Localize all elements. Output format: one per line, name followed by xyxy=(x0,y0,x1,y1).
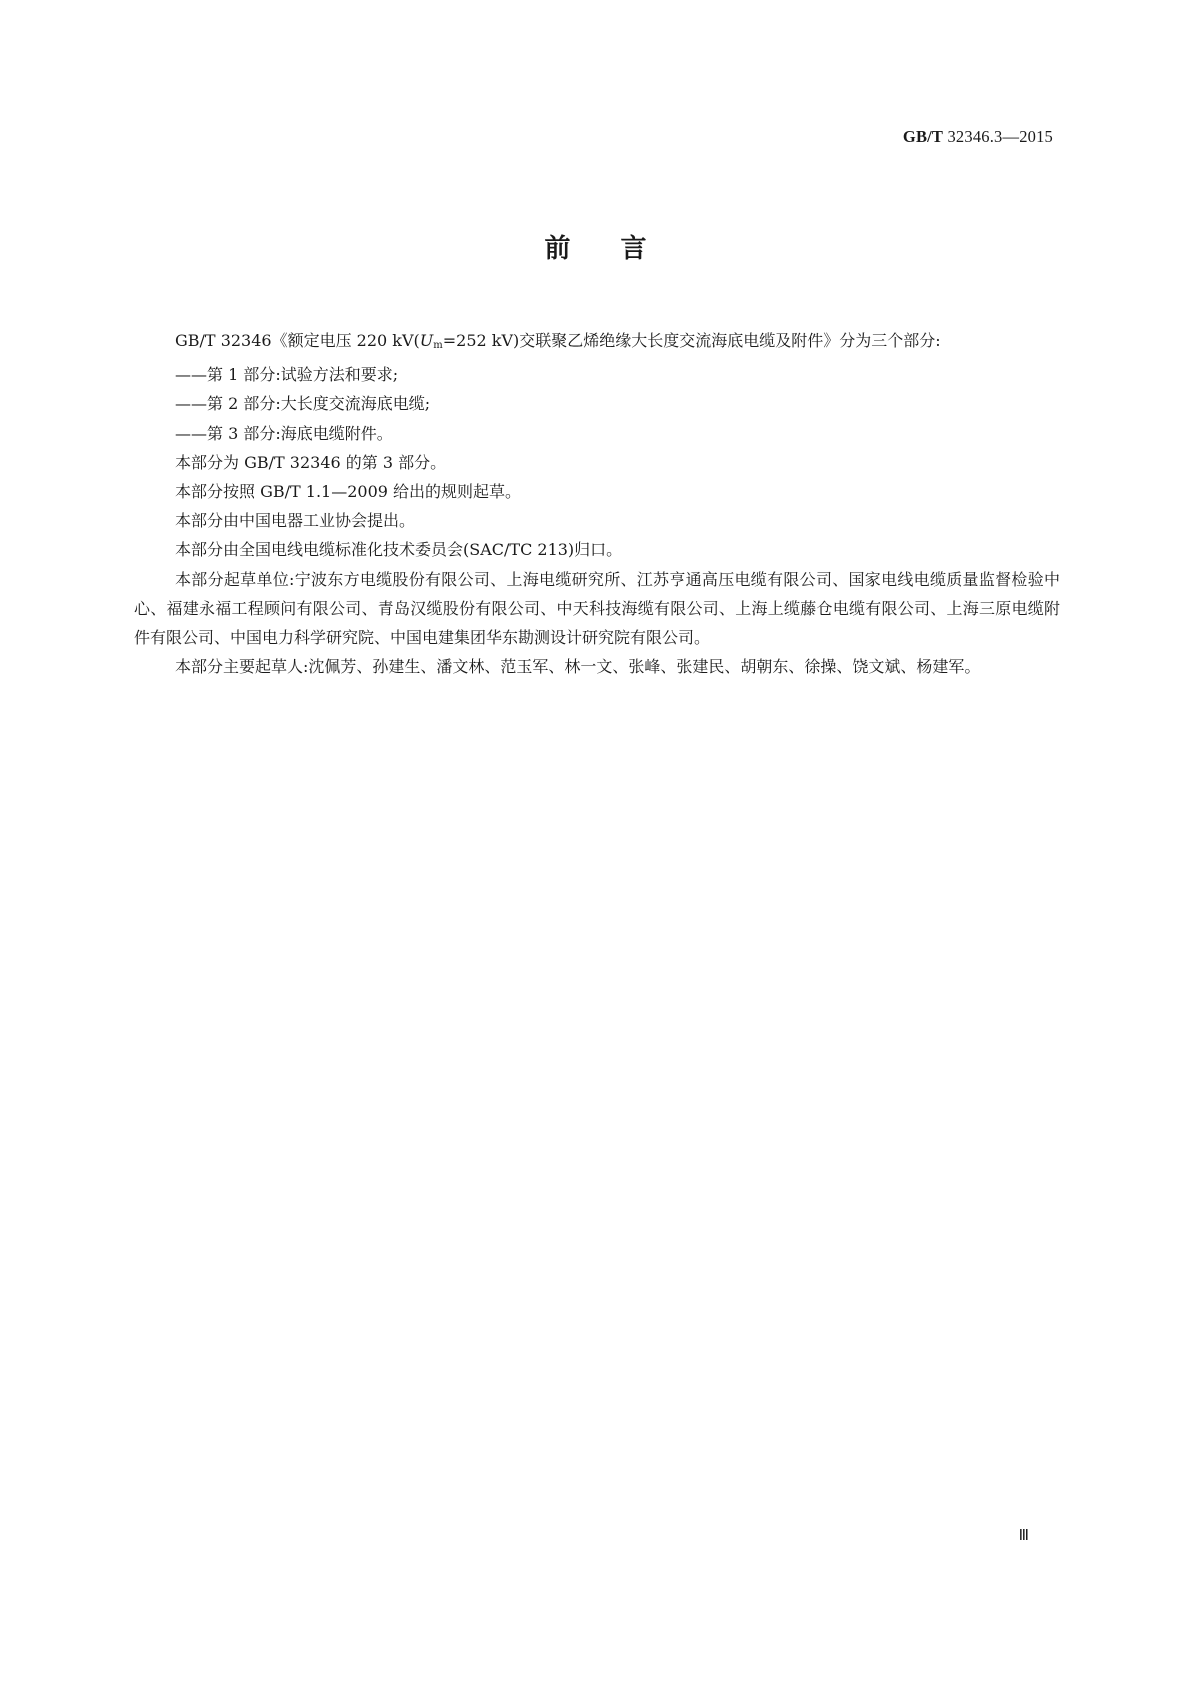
committee-paragraph: 本部分由全国电线电缆标准化技术委员会(SAC/TC 213)归口。 xyxy=(175,540,623,560)
intro-text-a: GB/T 32346《额定电压 220 kV( xyxy=(175,331,420,350)
standard-number xyxy=(903,127,1053,147)
foreword-body xyxy=(134,326,1060,681)
scope-paragraph: 本部分为 GB/T 32346 的第 3 部分。 xyxy=(175,452,447,472)
voltage-symbol: U xyxy=(419,331,434,350)
proposer-paragraph: 本部分由中国电器工业协会提出。 xyxy=(175,511,416,531)
standard-code: 32346.3—2015 xyxy=(947,127,1053,146)
voltage-subscript: m xyxy=(433,340,443,351)
drafters-paragraph: 本部分主要起草人:沈佩芳、孙建生、潘文林、范玉军、林一文、张峰、张建民、胡朝东、徐操、饶文斌、杨建军。 xyxy=(175,657,981,677)
intro-paragraph xyxy=(134,326,1060,360)
drafting-units-paragraph: 本部分起草单位:宁波东方电缆股份有限公司、上海电缆研究所、江苏亨通高压电缆有限公司、国家电线电缆质量监督检验中心、福建永福工程顾问有限公司、青岛汉缆股份有限公司、中天科技海缆有限公司、上海上缆藤仓电缆有限公司、上海三原电缆附件有限公司、中国电力科学研究院、中国电建集团华东勘测设计研究院有限公司。 xyxy=(134,569,1060,648)
standard-prefix: GB/T xyxy=(902,127,944,146)
part-2-item: ——第 2 部分:大长度交流海底电缆; xyxy=(175,394,431,414)
page-number: Ⅲ xyxy=(1018,1528,1029,1544)
page-title: 前言 xyxy=(544,234,697,264)
intro-text-b: =252 kV)交联聚乙烯绝缘大长度交流海底电缆及附件》分为三个部分: xyxy=(442,331,941,350)
drafting-rules-paragraph: 本部分按照 GB/T 1.1—2009 给出的规则起草。 xyxy=(175,482,522,502)
part-1-item: ——第 1 部分:试验方法和要求; xyxy=(175,365,399,385)
part-3-item: ——第 3 部分:海底电缆附件。 xyxy=(175,423,393,443)
